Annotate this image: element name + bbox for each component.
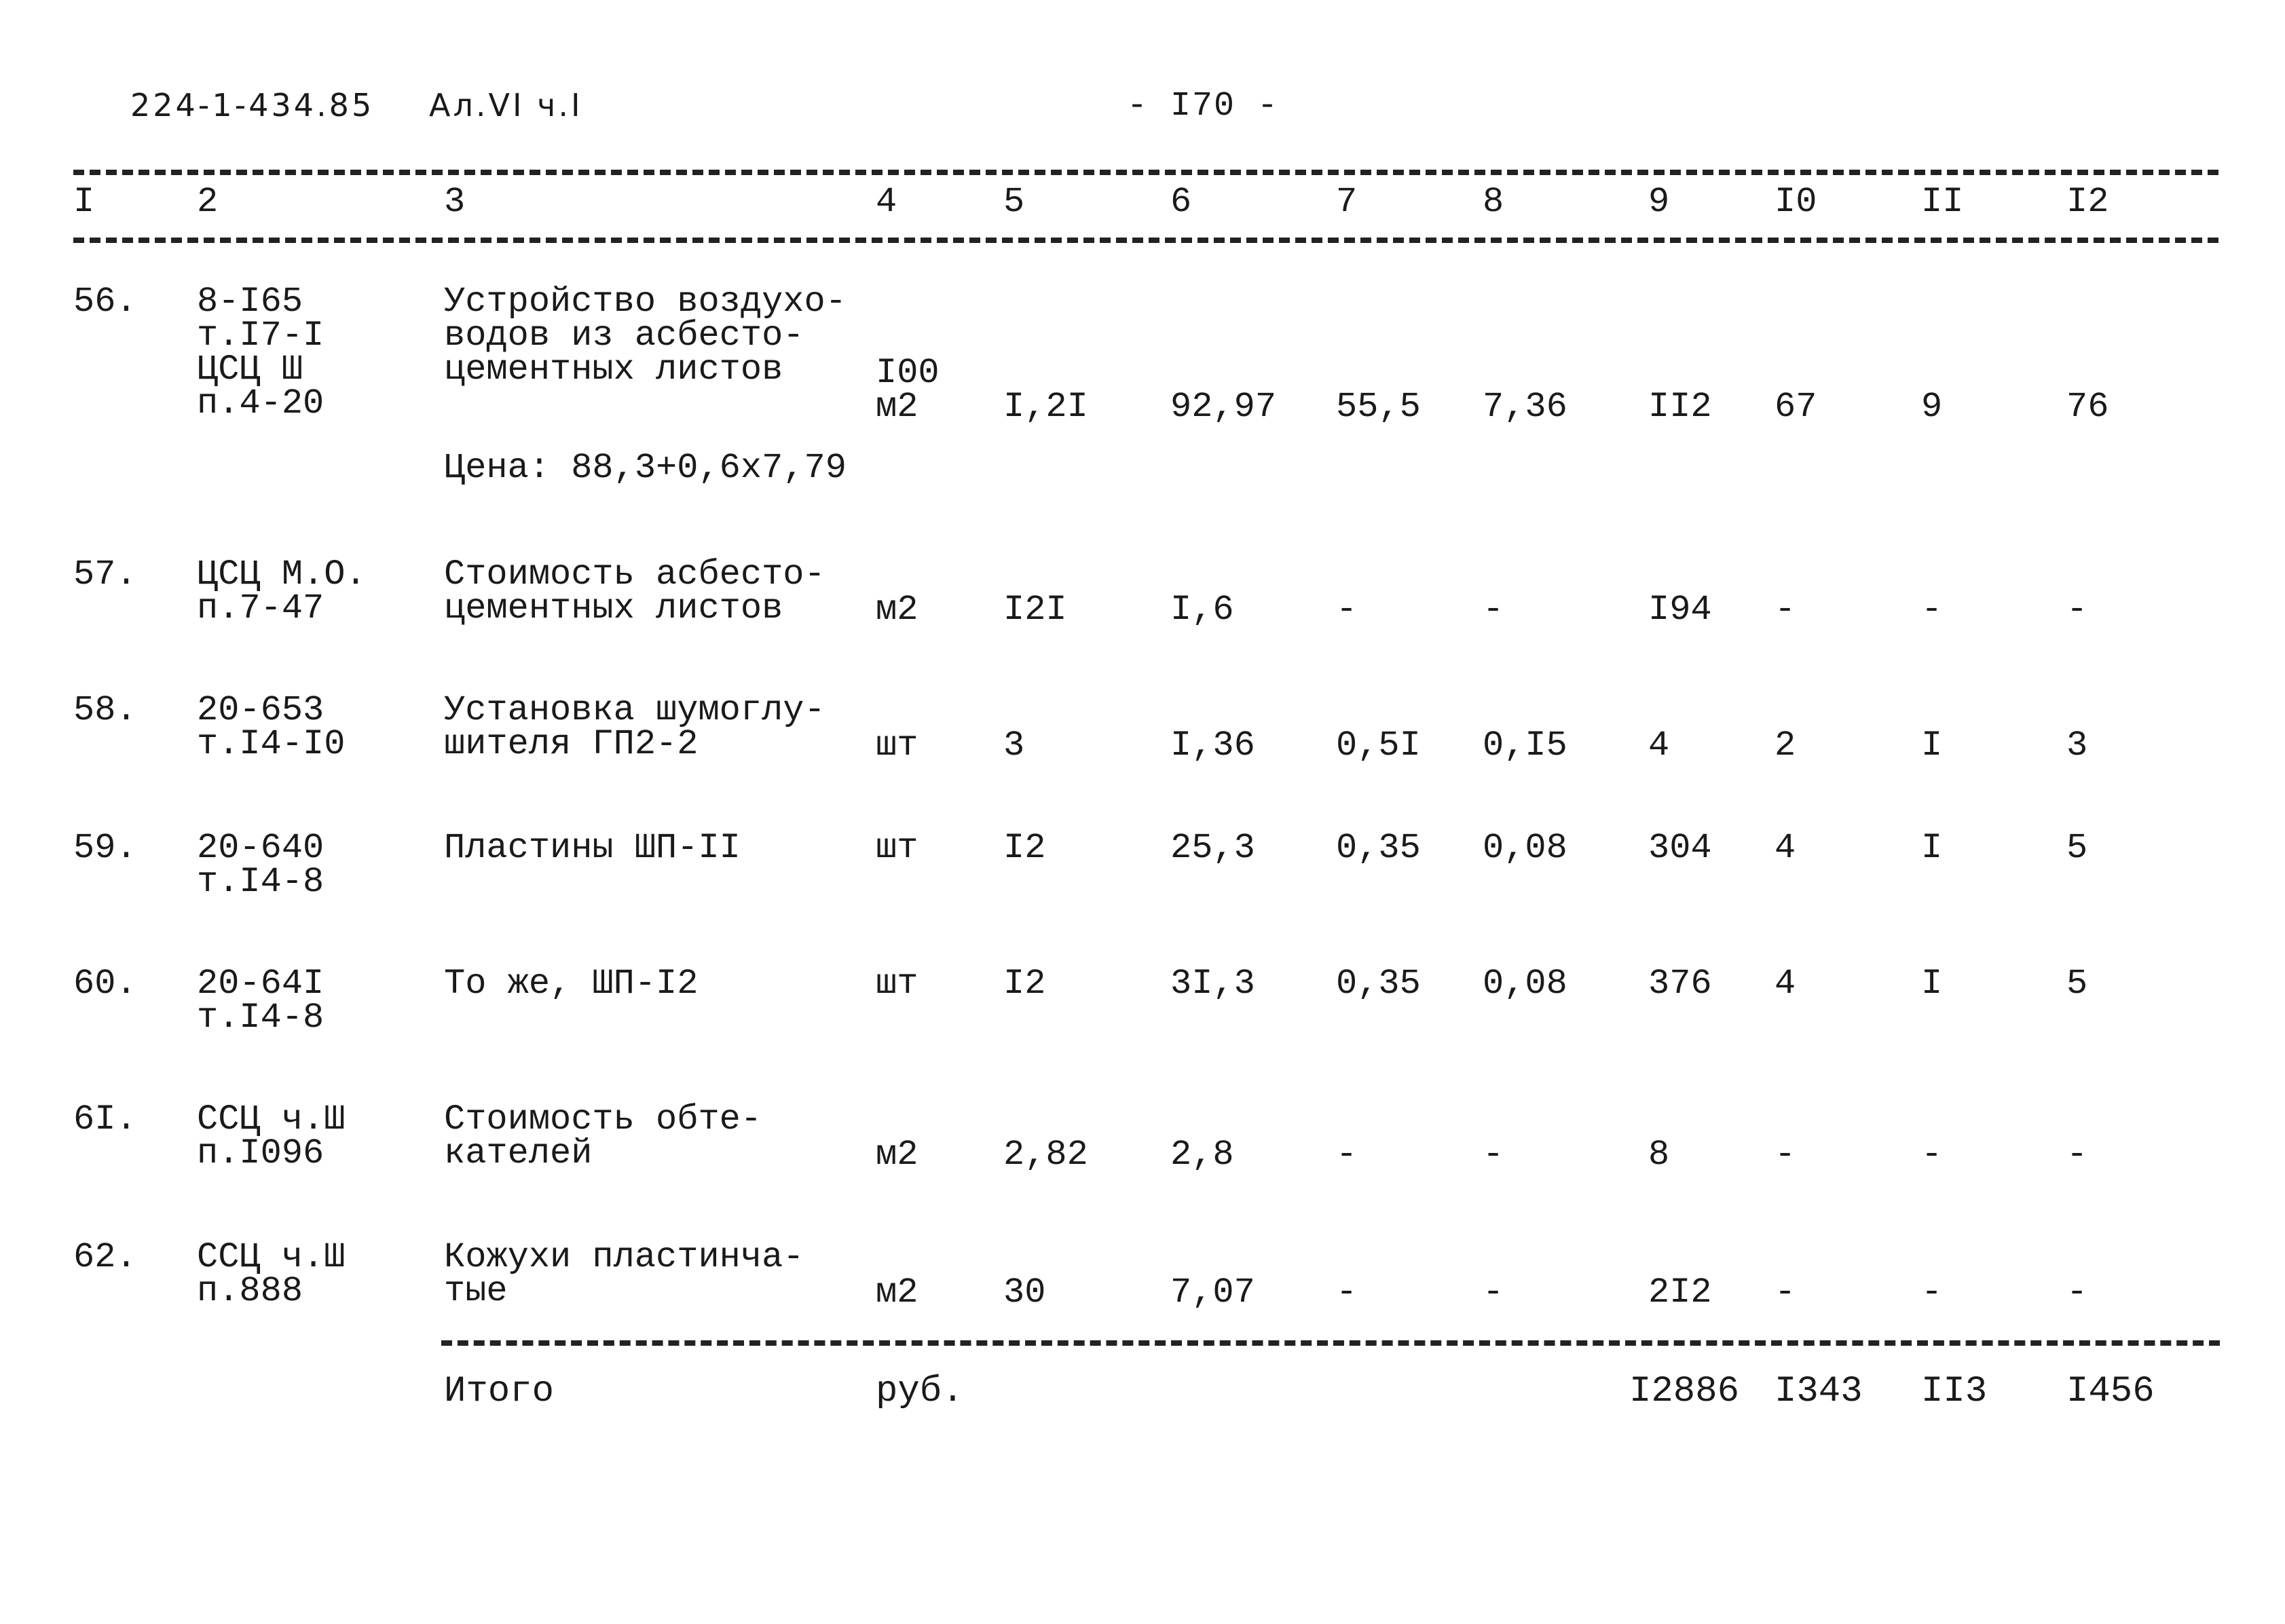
column-header-7: 7 bbox=[1336, 182, 1358, 222]
column-header-9: 9 bbox=[1648, 182, 1670, 222]
row-col11: I bbox=[1921, 828, 1943, 868]
page-number: - I70 - bbox=[1127, 87, 1280, 126]
row-quantity: 3 bbox=[1003, 725, 1025, 766]
row-col12: - bbox=[2066, 1272, 2088, 1313]
row-col9: I94 bbox=[1648, 590, 1712, 630]
column-header-2: 2 bbox=[197, 182, 219, 222]
row-col8: - bbox=[1483, 1272, 1504, 1313]
total-col10: I343 bbox=[1775, 1371, 1863, 1412]
row-col9: 8 bbox=[1648, 1135, 1670, 1175]
album-reference: Ал.VI ч.I bbox=[429, 87, 583, 124]
row-unit-price: 3I,3 bbox=[1170, 964, 1255, 1004]
row-description: Устройство воздухо- водов из асбесто- цементных листов bbox=[444, 282, 847, 390]
row-col8: 0,08 bbox=[1483, 828, 1567, 868]
total-col9: I2886 bbox=[1629, 1371, 1740, 1412]
row-col9: II2 bbox=[1648, 387, 1712, 427]
row-col7: - bbox=[1336, 1272, 1358, 1313]
row-unit-price: 92,97 bbox=[1170, 387, 1277, 427]
row-col10: - bbox=[1775, 1135, 1796, 1175]
row-unit-price: 25,3 bbox=[1170, 828, 1255, 868]
row-quantity: 2,82 bbox=[1003, 1135, 1088, 1175]
row-description: Стоимость асбесто- цементных листов bbox=[444, 554, 825, 628]
row-description: Установка шумоглу- шителя ГП2-2 bbox=[444, 690, 825, 764]
row-col9: 4 bbox=[1648, 725, 1670, 766]
row-description: Пластины ШП-II bbox=[444, 828, 741, 868]
row-number: 58. bbox=[73, 690, 137, 730]
row-col10: 4 bbox=[1775, 828, 1796, 868]
row-col7: - bbox=[1336, 1135, 1358, 1175]
row-description: Стоимость обте- кателей bbox=[444, 1099, 762, 1173]
header-bottom-rule bbox=[73, 238, 2218, 243]
row-number: 59. bbox=[73, 828, 137, 868]
row-description: Кожухи пластинча- тые bbox=[444, 1237, 804, 1311]
row-quantity: I2 bbox=[1003, 964, 1046, 1004]
row-col10: 4 bbox=[1775, 964, 1796, 1004]
row-unit-price: 2,8 bbox=[1170, 1135, 1234, 1175]
total-label: Итого bbox=[444, 1371, 555, 1412]
row-reference: ЦСЦ М.О. п.7-47 bbox=[197, 554, 367, 628]
row-quantity: 30 bbox=[1003, 1272, 1046, 1313]
row-unit-price: 7,07 bbox=[1170, 1272, 1255, 1313]
row-unit: I00 м2 bbox=[876, 353, 940, 427]
column-header-11: II bbox=[1921, 182, 1964, 222]
row-reference: 20-653 т.I4-I0 bbox=[197, 690, 346, 764]
row-col8: 0,08 bbox=[1483, 964, 1567, 1004]
row-unit-price: I,36 bbox=[1170, 725, 1255, 766]
row-col8: - bbox=[1483, 590, 1504, 630]
row-col12: - bbox=[2066, 1135, 2088, 1175]
row-reference: ССЦ ч.Ш п.888 bbox=[197, 1237, 346, 1311]
column-header-4: 4 bbox=[876, 182, 897, 222]
row-col10: - bbox=[1775, 1272, 1796, 1313]
column-header-6: 6 bbox=[1170, 182, 1192, 222]
row-reference: ССЦ ч.Ш п.I096 bbox=[197, 1099, 346, 1173]
column-header-3: 3 bbox=[444, 182, 466, 222]
row-col12: 3 bbox=[2066, 725, 2088, 766]
total-col11: II3 bbox=[1921, 1371, 1988, 1412]
row-number: 60. bbox=[73, 964, 137, 1004]
column-header-5: 5 bbox=[1003, 182, 1025, 222]
row-col10: - bbox=[1775, 590, 1796, 630]
row-price-note: Цена: 88,3+0,6х7,79 bbox=[444, 448, 847, 488]
row-col8: 0,I5 bbox=[1483, 725, 1567, 766]
row-number: 56. bbox=[73, 282, 137, 322]
column-header-8: 8 bbox=[1483, 182, 1504, 222]
row-col11: I bbox=[1921, 964, 1943, 1004]
row-reference: 20-64I т.I4-8 bbox=[197, 964, 324, 1038]
row-col12: 5 bbox=[2066, 964, 2088, 1004]
document-code: 224-1-434.85 bbox=[130, 87, 375, 124]
row-quantity: I2I bbox=[1003, 590, 1067, 630]
column-header-1: I bbox=[73, 182, 95, 222]
row-unit: шт bbox=[876, 725, 918, 766]
row-col12: - bbox=[2066, 590, 2088, 630]
row-unit: шт bbox=[876, 964, 918, 1004]
row-number: 57. bbox=[73, 554, 137, 594]
row-number: 6I. bbox=[73, 1099, 137, 1139]
row-col8: - bbox=[1483, 1135, 1504, 1175]
row-unit: шт bbox=[876, 828, 918, 868]
row-reference: 20-640 т.I4-8 bbox=[197, 828, 324, 902]
row-col7: 55,5 bbox=[1336, 387, 1421, 427]
row-col7: 0,5I bbox=[1336, 725, 1421, 766]
row-unit-price: I,6 bbox=[1170, 590, 1234, 630]
total-unit: руб. bbox=[876, 1371, 964, 1412]
row-col12: 76 bbox=[2066, 387, 2109, 427]
row-quantity: I,2I bbox=[1003, 387, 1088, 427]
row-col9: 304 bbox=[1648, 828, 1712, 868]
row-col11: - bbox=[1921, 590, 1943, 630]
row-quantity: I2 bbox=[1003, 828, 1046, 868]
row-col12: 5 bbox=[2066, 828, 2088, 868]
header-top-rule bbox=[73, 170, 2218, 175]
row-unit: м2 bbox=[876, 1135, 918, 1175]
row-unit: м2 bbox=[876, 590, 918, 630]
total-rule bbox=[441, 1340, 2220, 1346]
row-col9: 376 bbox=[1648, 964, 1712, 1004]
row-col7: 0,35 bbox=[1336, 964, 1421, 1004]
column-header-12: I2 bbox=[2066, 182, 2109, 222]
total-col12: I456 bbox=[2066, 1371, 2155, 1412]
row-number: 62. bbox=[73, 1237, 137, 1277]
row-description: То же, ШП-I2 bbox=[444, 964, 699, 1004]
row-col8: 7,36 bbox=[1483, 387, 1567, 427]
row-col11: - bbox=[1921, 1272, 1943, 1313]
row-col7: - bbox=[1336, 590, 1358, 630]
column-header-10: I0 bbox=[1775, 182, 1817, 222]
row-col7: 0,35 bbox=[1336, 828, 1421, 868]
row-col11: 9 bbox=[1921, 387, 1943, 427]
row-col11: - bbox=[1921, 1135, 1943, 1175]
row-unit: м2 bbox=[876, 1272, 918, 1313]
row-col9: 2I2 bbox=[1648, 1272, 1712, 1313]
row-col10: 2 bbox=[1775, 725, 1796, 766]
row-reference: 8-I65 т.I7-I ЦСЦ Ш п.4-20 bbox=[197, 282, 324, 423]
row-col10: 67 bbox=[1775, 387, 1817, 427]
row-col11: I bbox=[1921, 725, 1943, 766]
